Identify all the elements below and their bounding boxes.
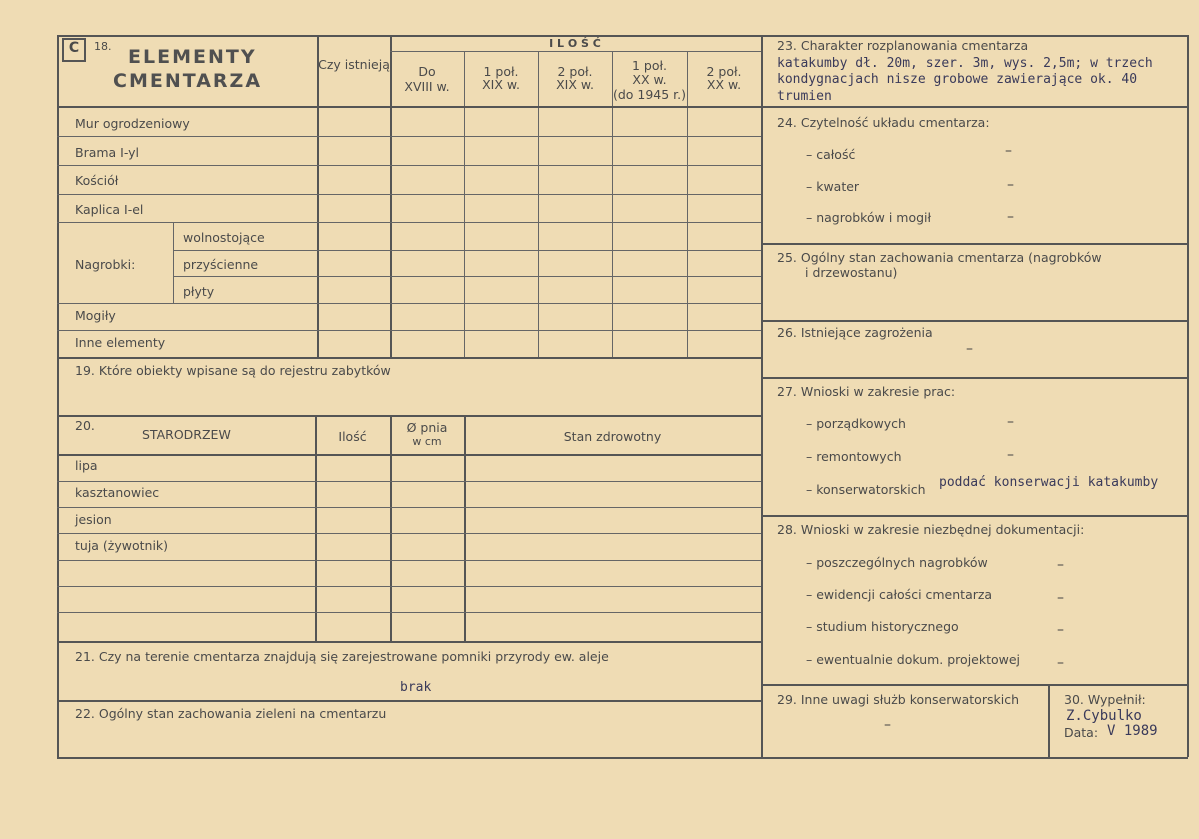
row-brama: Brama I-yl [75, 145, 140, 160]
s24-val-2: – [1007, 177, 1014, 193]
row-nagrobki-przy: przyścienne [183, 257, 259, 272]
s18-number: 18. [94, 40, 112, 53]
period-5a: 2 poł. [706, 64, 742, 79]
s24-item-1: – całość [806, 147, 856, 162]
s25-label-2: i drzewostanu) [805, 265, 898, 280]
s27-item-1: – porządkowych [806, 416, 906, 431]
s26-label: 26. Istniejące zagrożenia [777, 325, 933, 340]
tree-3: jesion [75, 512, 112, 527]
period-4c: (do 1945 r.) [612, 87, 687, 102]
s27-label: 27. Wnioski w zakresie prac: [777, 384, 956, 399]
s30-date-value: V 1989 [1107, 723, 1158, 739]
col-exists: Czy istnieją [318, 57, 390, 72]
period-1b: XVIII w. [404, 79, 450, 94]
s22-label: 22. Ogólny stan zachowania zieleni na cmentarzu [75, 706, 387, 721]
s23-answer-1: katakumby dł. 20m, szer. 3m, wys. 2,5m; w trzech [777, 56, 1153, 71]
row-mur: Mur ogrodzeniowy [75, 116, 190, 131]
s27-val-1: – [1007, 414, 1014, 430]
s30-label: 30. Wypełnił: [1064, 692, 1146, 707]
s28-item-3: – studium historycznego [806, 619, 959, 634]
row-nagrobki-wolno: wolnostojące [183, 230, 265, 245]
s27-val-2: – [1007, 447, 1014, 463]
s18-title-1: ELEMENTY [128, 46, 257, 68]
period-2b: XIX w. [482, 77, 520, 92]
s20-title: STARODRZEW [142, 427, 231, 442]
s29-label: 29. Inne uwagi służb konserwatorskich [777, 692, 1019, 707]
row-kaplica: Kaplica I-el [75, 202, 144, 217]
period-1a: Do [418, 64, 436, 79]
tree-1: lipa [75, 458, 98, 473]
s28-label: 28. Wnioski w zakresie niezbędnej dokumentacji: [777, 522, 1085, 537]
s30-name: Z.Cybulko [1066, 708, 1142, 724]
s24-label: 24. Czytelność układu cmentarza: [777, 115, 990, 130]
s28-val-1: – [1057, 557, 1064, 573]
s21-answer: brak [400, 680, 432, 695]
s24-item-3: – nagrobków i mogił [806, 210, 932, 225]
s28-val-4: – [1057, 655, 1064, 671]
col-qty: I L O Ś Ć [549, 37, 601, 50]
s28-item-1: – poszczególnych nagrobków [806, 555, 988, 570]
s28-val-3: – [1057, 622, 1064, 638]
row-mogily: Mogiły [75, 308, 116, 323]
period-2a: 1 poł. [483, 64, 519, 79]
s28-val-2: – [1057, 590, 1064, 606]
row-nagrobki: Nagrobki: [75, 257, 136, 272]
period-5b: XX w. [706, 77, 742, 92]
period-4a: 1 poł. [631, 58, 668, 73]
s28-item-2: – ewidencji całości cmentarza [806, 587, 993, 602]
s18-title-2: CMENTARZA [113, 70, 263, 92]
s23-answer-2: kondygnacjach nisze grobowe zawierające ok. 40 [777, 72, 1138, 87]
period-3b: XIX w. [556, 77, 594, 92]
period-3a: 2 poł. [557, 64, 593, 79]
s21-label: 21. Czy na terenie cmentarza znajdują się zarejestrowane pomniki przyrody ew. aleje [75, 649, 609, 664]
s27-konserw-answer: poddać konserwacji katakumby [939, 475, 1159, 490]
s28-item-4: – ewentualnie dokum. projektowej [806, 652, 1021, 667]
row-kosciol: Kościół [75, 173, 119, 188]
s24-val-3: – [1007, 209, 1014, 225]
s24-item-2: – kwater [806, 179, 860, 194]
section-letter: C [68, 40, 80, 56]
s19-label: 19. Które obiekty wpisane są do rejestru zabytków [75, 363, 391, 378]
period-4b: XX w. [632, 72, 667, 87]
row-nagrobki-plyty: płyty [183, 284, 215, 299]
tree-4: tuja (żywotnik) [75, 538, 169, 553]
s30-date-label: Data: [1064, 725, 1099, 740]
s20-col-diam-1: Ø pnia [406, 420, 448, 435]
s26-val: – [966, 341, 973, 357]
s23-label: 23. Charakter rozplanowania cmentarza [777, 38, 1029, 53]
s20-col-diam-2: w cm [412, 435, 442, 448]
s23-answer-3: trumien [777, 89, 832, 104]
s20-col-health: Stan zdrowotny [563, 429, 662, 444]
tree-2: kasztanowiec [75, 485, 160, 500]
row-inne: Inne elementy [75, 335, 166, 350]
s20-col-qty: Ilość [338, 429, 367, 444]
s27-item-3: – konserwatorskich [806, 482, 926, 497]
s24-val-1: – [1005, 143, 1012, 159]
s27-item-2: – remontowych [806, 449, 902, 464]
s25-label-1: 25. Ogólny stan zachowania cmentarza (nagrobków [777, 250, 1102, 265]
s20-number: 20. [75, 418, 95, 433]
s29-val: – [884, 717, 891, 733]
